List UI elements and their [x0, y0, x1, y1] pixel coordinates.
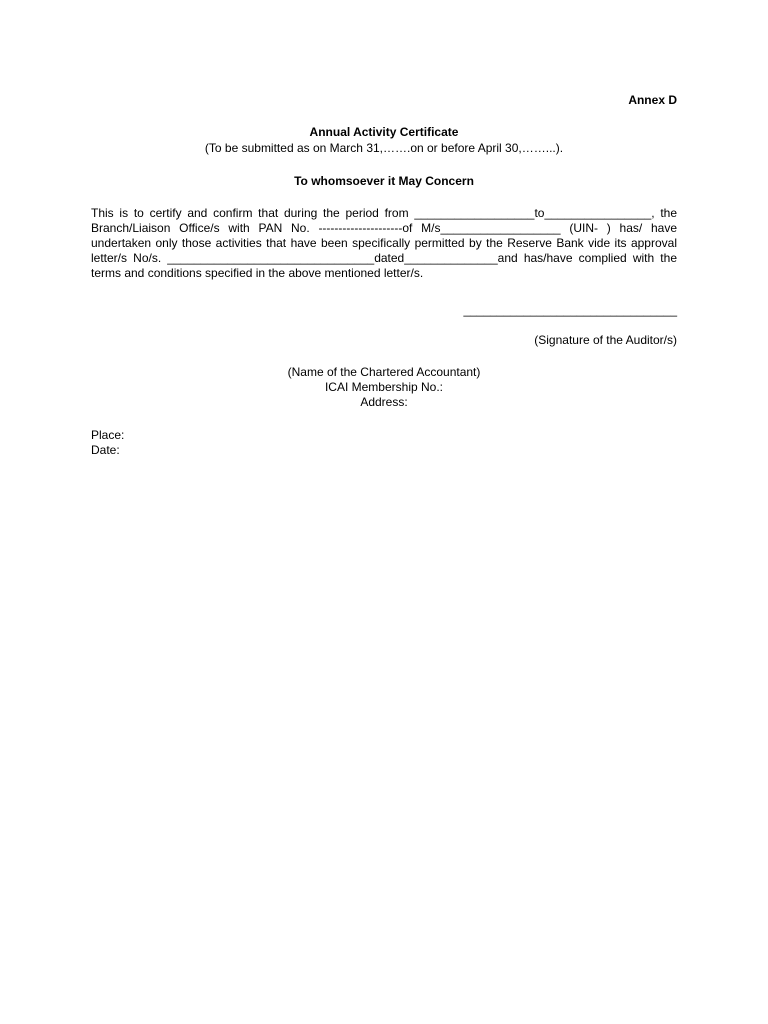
chartered-accountant-block [0, 365, 768, 410]
place-label: Place: [91, 428, 125, 442]
icai-membership-label: ICAI Membership No.: [324, 380, 444, 394]
document-subtitle: (To be submitted as on March 31,…….on or before April 30,……...). [204, 141, 564, 155]
certificate-body: This is to certify and confirm that during the period from __________________to________________, the Branch/Liaison Office/s with PAN No. ---------------------of M/s__________________ (UIN- ) has/ have undertaken only those activities that have been specifically permitted by the Reserve Bank vide its approval letter/s No/s. _______________________________dated______________and has/have complied with the terms and conditions specified in the above mentioned letter/s. [91, 206, 677, 280]
signature-line: ________________________________ [463, 303, 677, 317]
signature-label: (Signature of the Auditor/s) [534, 333, 677, 347]
document-title: Annual Activity Certificate [309, 125, 459, 139]
salutation: To whomsoever it May Concern [294, 174, 474, 188]
place-date-block [91, 428, 124, 458]
ca-name-label: (Name of the Chartered Accountant) [287, 365, 481, 379]
annex-label: Annex D [628, 93, 677, 107]
date-label: Date: [91, 443, 120, 457]
address-label: Address: [360, 395, 408, 409]
